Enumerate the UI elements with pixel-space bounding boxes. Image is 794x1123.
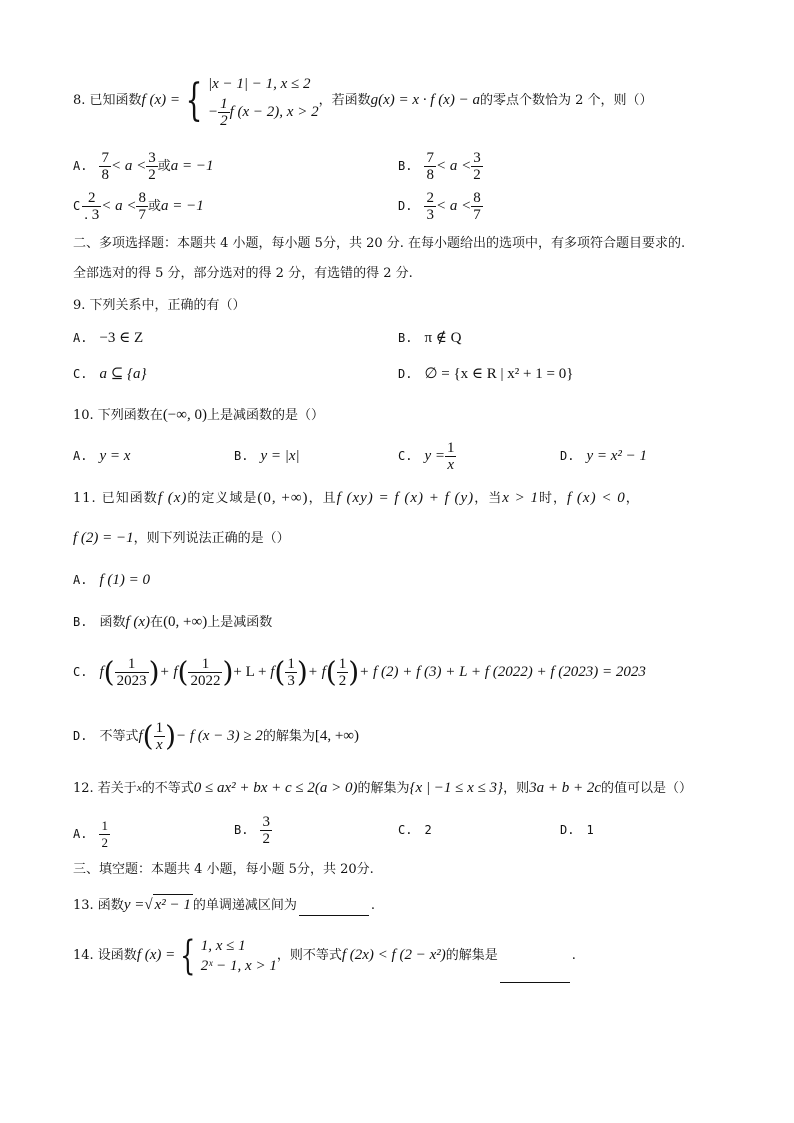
- q9-option-b[interactable]: B. π ∉ Q: [398, 330, 462, 346]
- q8-option-c[interactable]: C $\frac{2}{. 3}$ < a < $\frac{8}{7}$ 或a = −1: [73, 190, 204, 223]
- question-14: 14. 设函数f (x) = { 1, x ≤ 1 2ˣ − 1, x > 1 ，则不等式f (2x) < f (2 − x²)的解集是 .: [73, 928, 576, 983]
- q11-option-d[interactable]: D. 不等式f( $\frac{1}{x}$ )− f (x − 3) ≥ 2的解集为[4, +∞): [73, 719, 359, 753]
- q11-option-a[interactable]: A. f (1) = 0: [73, 572, 150, 588]
- piecewise-cases: |x − 1| − 1, x ≤ 2 − $\frac{1}{2}$ f (x − 2), x > 2: [207, 76, 319, 129]
- q9-option-c[interactable]: C. a ⊆ {a}: [73, 366, 147, 382]
- q11-option-b[interactable]: B. 函数f (x)在(0, +∞)上是减函数: [73, 614, 273, 630]
- section-3-header: 三、填空题：本题共 4 小题，每小题 5分，共 20分.: [73, 862, 374, 877]
- q10-option-a[interactable]: A. y = x: [73, 448, 131, 464]
- question-13: 13. 函数y =√ x² − 1 的单调递减区间为 .: [73, 894, 375, 916]
- q12-option-c[interactable]: C. 2: [398, 823, 432, 837]
- q12-option-b[interactable]: B. $\frac{3}{2}$: [234, 814, 270, 847]
- q10-option-c[interactable]: C. y = $\frac{1}{x}$: [398, 440, 455, 473]
- q10-option-d[interactable]: D. y = x² − 1: [560, 448, 648, 464]
- q11-option-c[interactable]: C. f( $\frac{1}{2023}$ )+ f( $\frac{1}{2022}$ )+ L + f( $\frac{1}{3}$ )+ f( $\frac{1}{2}$ )+ f (2) + f (3) + L + f (2022) + f (2023) = 2023: [73, 655, 646, 689]
- q12-option-a[interactable]: A. $\frac{1}{2}$: [73, 818, 108, 850]
- q8-option-d[interactable]: D. $\frac{2}{3}$ < a < $\frac{8}{7}$: [398, 190, 481, 223]
- q9-option-d[interactable]: D. ∅ = {x ∈ R | x² + 1 = 0}: [398, 366, 574, 382]
- brace: {: [180, 932, 196, 979]
- piecewise-cases: 1, x ≤ 1 2ˣ − 1, x > 1: [200, 937, 277, 974]
- question-10: 10. 下列函数在(−∞, 0)上是减函数的是（）: [73, 407, 324, 423]
- section-2-header-line2: 全部选对的得 5 分，部分选对的得 2 分，有选错的得 2 分.: [73, 266, 413, 281]
- question-11-line1: 11. 已知函数f (x)的定义域是(0, +∞)，且f (xy) = f (x) + f (y)，当x > 1时，f (x) < 0，: [73, 490, 640, 506]
- answer-blank[interactable]: [299, 915, 369, 916]
- brace: {: [185, 74, 203, 126]
- question-12: 12. 若关于$^x$的不等式0 ≤ ax² + bx + c ≤ 2(a > 0)的解集为{x | −1 ≤ x ≤ 3}，则3a + b + 2c的值可以是（）: [73, 780, 692, 796]
- q8-option-a[interactable]: A. $\frac{7}{8}$ < a < $\frac{3}{2}$ 或a = −1: [73, 150, 214, 183]
- question-8: 8. 已知函数f (x) = { |x − 1| − 1, x ≤ 2 − $\frac{1}{2}$ f (x − 2), x > 2 ，若函数g(x) = x · f (x) − a的零点个数恰为 2 个，则（）: [73, 70, 653, 131]
- section-2-header-line1: 二、多项选择题：本题共 4 小题，每小题 5分，共 20 分. 在每小题给出的选项中，有多项符合题目要求的.: [73, 236, 686, 251]
- q8-option-b[interactable]: B. $\frac{7}{8}$ < a < $\frac{3}{2}$: [398, 150, 481, 183]
- q10-option-b[interactable]: B. y = |x|: [234, 448, 300, 464]
- question-9: 9. 下列关系中，正确的有（）: [73, 298, 246, 313]
- q12-option-d[interactable]: D. 1: [560, 823, 594, 837]
- answer-blank[interactable]: [500, 982, 570, 983]
- q9-option-a[interactable]: A. −3 ∈ Z: [73, 330, 144, 346]
- question-11-line2: f (2) = −1，则下列说法正确的是（）: [73, 530, 290, 546]
